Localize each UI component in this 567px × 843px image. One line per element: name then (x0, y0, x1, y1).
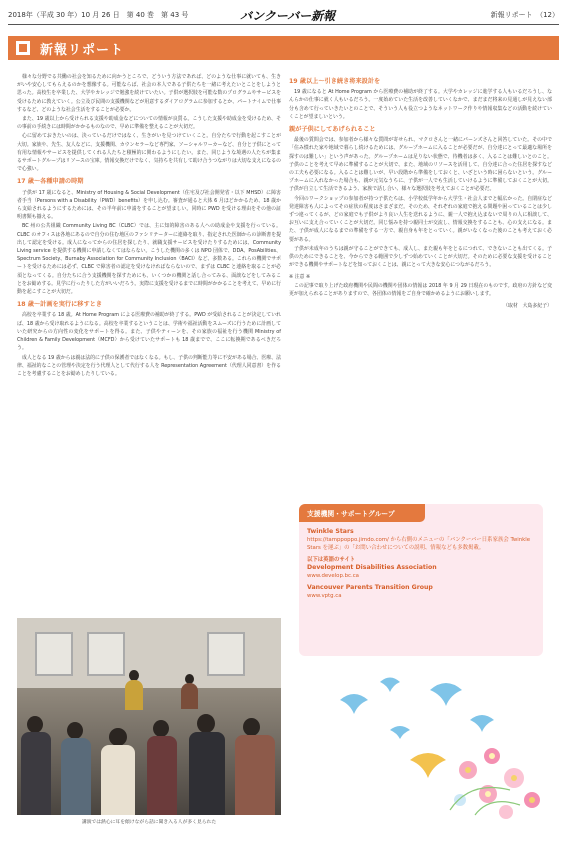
right-column (289, 73, 552, 310)
english-sites-label: 以下は英語のサイト (307, 557, 356, 563)
subheading: 19 歳以上～引き続き将来設計を (289, 78, 381, 85)
org-name: Twinkle Stars (307, 528, 354, 535)
note-text: この記事で取り上げた政府機関や民間の機関や団体の情報は 2018 年 9 月 29 日現在のものです。政府の方針など変更が加えられることがありますので、各団体の情報をご自身で確かめるようにお願いします。 (289, 282, 552, 297)
org-description-link[interactable]: https://tamppoppo.jimdo.com/ から右側のメニューの「バンクーバー日系家族会 Twinkle Stars を運ぶ」の「お問い合わせについての説明、情報なども多数掲載。 (307, 537, 531, 551)
paragraph: 今回のワークショップの参加者が持つ子供たちは、小学校低学年から大学生・社会人までと幅広かった。自閉症など発達障害も人によってその症状の程度はさまざまだ。そのため、それぞれの家庭で抱える問題や困っていることは少しずつ違ってくるが、どの家庭でも子供がより良い人生を送れるように、親一人で抱え込まないで周りの人に相談して、お互いに支え合っていくことが大切だ。同じ悩みを持つ親同士が交流し、情報交換をすることも、心の支えになる。また、子供が成人になるまでの準備をする一方で、親自身も年をとっていく。親がいなくなった後のことも考えておく必要がある。 (289, 195, 552, 243)
subheading: 18 歳～計画を実行に移すとき (17, 301, 103, 309)
paragraph: 成人となる 19 歳からは親は法的に子供の保護者ではなくなる。もし、子供の判断能力等に不安がある場合、医療、法律、福祉的なことの管理や決定を行う代理人として代行する人を Representation Agreement（代理人同意書）を作ることを考慮することをお勧めしたりしている。 (17, 354, 281, 377)
support-heading: 支援機関・サポートグループ (299, 504, 425, 522)
paragraph: 様々な分野でる共働の社会を知るために向かうところで、どういう方法であれば、どのような仕事に就いても、生きがいや安心してもらえるのかを想像する。可能ならば、社会の本人である子供たちを一緒に考えたいとことをしようと思った。高校生を卒業した、大学やカレッジで勉強を続けていたい。子供が選択肢を可能な数のプログラムやサービスを受けるために教えていく。公立及び民間の支援機関などが用意するダイアログラムに参加するとか、パートナイムで仕事するなど、どのような社会生活をすることが必要か。 (17, 74, 281, 113)
section-title: 新報リポート (40, 42, 125, 58)
org-url-link[interactable]: www.vptg.ca (307, 593, 342, 599)
newspaper-logo: バンクーバー新報 (240, 9, 336, 23)
paragraph: BC 州の公共組織 Community Living BC（CLBC）では、主に知的障害のある人への助成金や支援を行っている。CLBC のオフィスは各地にあるので自分の住む地区のファシリテーターに連絡を取り、指定された医師からの診断書を提出して認定を受ける。成人になってからの住居を探したり、就職支援サービスを受けたりするためには、Community Living service を提供する機関に申請しなくてはならない。こうした機関の多くは NPO 団体で、DDA、PosAbilities、Spectrum Society、Burnaby Association for Community Inclusion（BACI）など、多数ある。これらの機関でサポートを受けるためには必ず、CLBC で障害者の認定を受けなければならないので、まずは CLBC と連絡を取ることが必須となってくる。自分たちに合う支援機関を探すためにも、いくつかの機関と話し合ってみる、面談などをしてみることをお勧めする。見学に行ったりした方がいいだろう。実際に支援を受けるまでに時間がかかることを考えて、早めに行動を起こすことが大切だ。 (17, 223, 281, 296)
paragraph: また、19 歳以上から受けられる支援や助成金などについての情報が良質る。こうした支援や助成金を受けるため、その事前の手続きには時間がかかるものなので、早めに準備を整えることが大切だ。 (17, 116, 281, 131)
org-name: Vancouver Parents Transition Group (307, 584, 433, 591)
support-box (299, 504, 543, 656)
paragraph: 高校を卒業する 18 歳。At Home Program による医療費の補助が終了する。PWD が受給されることが決定していれば、18 歳から受け取れるようになる。高校を卒業するということは、学術や福祉活動をスムーズに行うために計画していた研究からの方向性の変化をサポートを得る。また、子供やティーンを、その家族の福祉を行う機関 Ministry of Children & Family Development（MCFD）から受けていたサポートも 18 歳までで、ここに転換期であるべきだろう。 (17, 312, 281, 352)
org-url-link[interactable]: www.develop.bc.ca (307, 573, 359, 579)
subheading: 親が子供にしてあげられること (289, 126, 376, 134)
page-header (8, 5, 559, 25)
bird-icon (410, 753, 446, 778)
paragraph: 19 歳になると At Home Program から医療費の補助が終了する。大学やカレッジに進学する人もいるだろうし、なんらかの仕事に就く人もいるだろう。一度始めていた生活を改善していくなかで、まだまだ将来の見通しが見えない部分も含めて行っていきたいとのことで、そういう人も役立つようなネットワーク作りや情報収集などの活動を続けていくことが望ましいという。 (289, 89, 552, 120)
note-title: ※ 注意 ※ (289, 274, 311, 281)
credit: （取材 大島多紀子） (503, 303, 552, 310)
paragraph: 最後の質問会では、参加者から様々な質問が寄せられ、マクロさんと一緒にパーンズさんと回答していた。その中で「住み慣れた家や地域で暮らし続けるためには、グループホームに入ることが必要だが、自分達にとって最適な場所を探すのは難しい」という声があった。グループホームは足りない状態で、待機者は多く、入ることは難しいとのこと。子供のことを考えて早めに準備することが大切で、また、地域のリソースを活用して、自分達に合った住居を探すなどの工夫も必要になる。入ることは難しいが、早い段階から準備をしておくと、いざという時に困らないという。グループホームに入れなかった場合も、親が元気なうちに、子供が一人でも生活していけるように準備しておくことが大切。子供が自立して生活できるよう、家族で話し合い、様々な選択肢を考えておくことが必要だ。 (289, 137, 552, 193)
subheading: 17 歳～各種申請の時期 (17, 178, 84, 186)
left-column (17, 73, 281, 379)
workshop-photo (17, 618, 281, 815)
bird-icon (340, 678, 494, 740)
flower-icon (454, 748, 540, 819)
org-name: Development Disabilities Association (307, 564, 437, 571)
square-bullet-icon (16, 41, 30, 55)
paragraph: 子供が 17 歳になると、Ministry of Housing & Social Development（住宅及び社会開発省・以下 MHSD）に障害者手当（Persons with a Disability（PWD）benefits）を申し込む。審査が通ると大体 6 月ほどかかるため、18 歳から支給されるようにするためには、その半年前に申請をすることが望ましい。同時に PWD を受ける理由をその他の証明書類も揃える。 (17, 189, 281, 221)
paragraph: 心に留めておきたいのは、決っているだけではなく、生きがいを見つけていくこと。自分たちで行動を起こすことが大切。家族や、先生、友人などに、支援機関、カウンセラーなど専門家、ソーシャルワーカーなど、自分と子供にとって有用な情報やサービスを提供してくれる人たちと積極的に関わるようにしたい。また、同じような境遇の人たちが集まるサポートグループはリソースの宝庫。情報交換だけでなく、気持ちを共有して助け合うつながりは大切な支えになるので心強い。 (17, 133, 281, 173)
photo-caption: 講演では熱心に耳を傾けながら話に聞き入る人が多く見られた (81, 820, 217, 825)
paragraph: 子供が未成年のうちは親が守ることができても、成人し、また親も年をとるにつれて、できないことも出てくる。子供のためにできることを、今からできる範囲で少しずつ始めていくことが大切だ。そのために必要な支援を受けることができる機関やサポートなどを知っておくことは、親にとって大きな安心につながるだろう。 (289, 245, 552, 269)
section-page: 新報リポート （12） (490, 10, 559, 19)
section-banner (8, 36, 559, 60)
decorative-birds-flowers (300, 660, 550, 830)
issue-date: 2018年（平成 30 年）10 月 26 日 第 40 巻 第 43 号 (8, 10, 189, 19)
